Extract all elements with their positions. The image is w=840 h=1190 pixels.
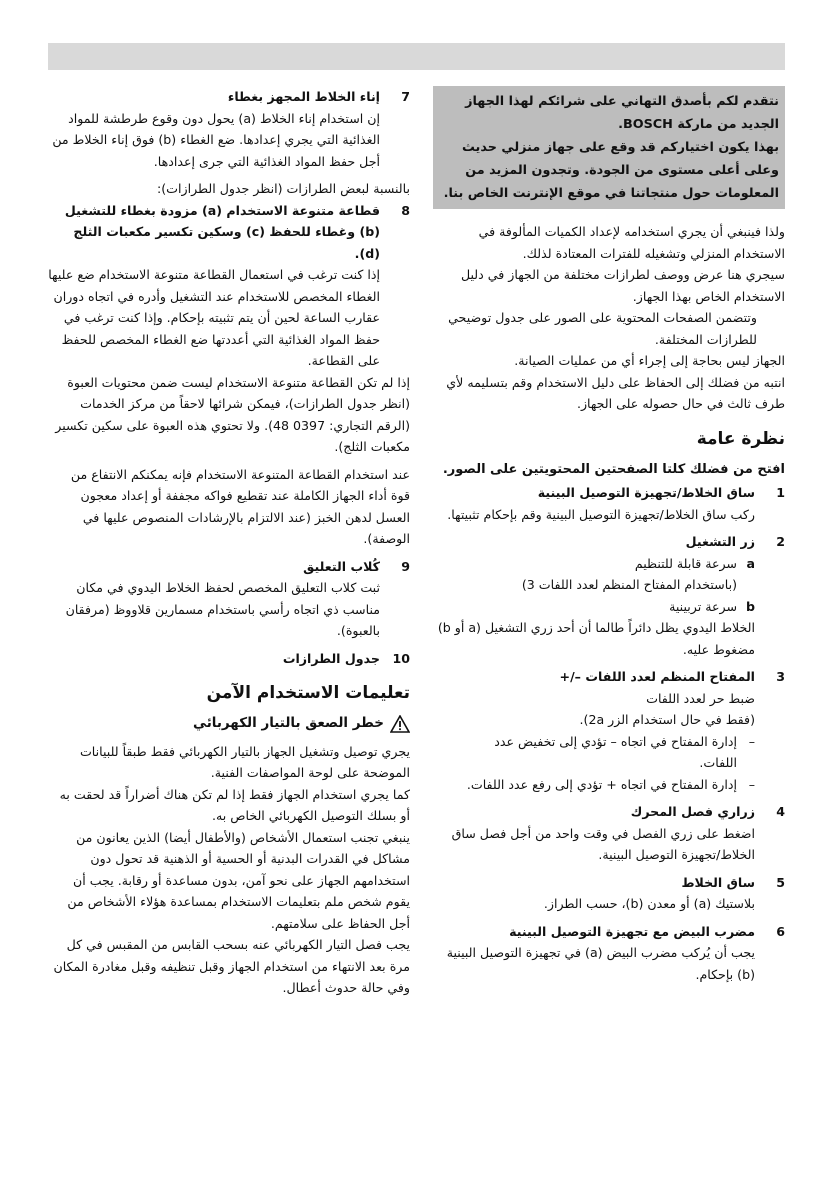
- sub-text: سرعة قابلة للتنظيم: [634, 555, 737, 571]
- sub-label: b: [745, 598, 755, 614]
- overview-item-2: [433, 531, 785, 660]
- section-title-safety: تعليمات الاستخدام الآمن: [206, 683, 410, 703]
- item-title: ساق الخلاط: [681, 874, 755, 890]
- item-text: إن استخدام إناء الخلاط (a) يحول دون وقوع طرطشة للمواد الغذائية التي يجري إعدادها. ضع الغطاء (b) فوق إناء الخلاط من أجل حفظ المواد الغذائية التي جرى إعدادها.: [52, 110, 380, 169]
- item-number: 4: [776, 804, 785, 819]
- dash: –: [748, 776, 755, 792]
- sub-label: a: [746, 555, 755, 571]
- overview-item-4: [433, 801, 785, 866]
- item-title: جدول الطرازات: [282, 650, 380, 666]
- overview-item-3: [433, 666, 785, 795]
- paragraph: انتبه من فضلك إلى الحفاظ على دليل الاستخدام وقم بتسليمه لأي طرف ثالث في حال حصوله على الجهاز.: [446, 374, 785, 411]
- paragraph: وتتضمن الصفحات المحتوية على الصور على جدول توضيحي للطرازات المختلفة.: [448, 310, 757, 347]
- paragraph: ينبغي تجنب استعمال الأشخاص (والأطفال أيضا) الذين يعانون من مشاكل في القدرات البدنية أو الحسية أو الذهنية قد تحول دون استخدامهم الجهاز على نحو آمن، بدون مساعدة أو رقابة. يجب أن يقوم شخص ملم بتعليمات الاستخدام بمساعدة هؤلاء الأشخاص من أجل الحفاظ على سلامتهم.: [67, 829, 410, 931]
- sub-text: سرعة تربينية: [669, 598, 737, 614]
- intro-line: نتقدم لكم بأصدق التهاني على شرائكم لهذا الجهاز: [465, 94, 779, 109]
- item-number: 8: [401, 202, 410, 218]
- item-text: ركب ساق الخلاط/تجهيزة التوصيل البينية وقم بإحكام تثبيتها.: [447, 506, 755, 522]
- item-title: زراري فصل المحرك: [630, 804, 755, 819]
- warning-title: خطر الصعق بالتيار الكهربائي: [193, 715, 384, 731]
- overview-item-5: [433, 872, 785, 915]
- dash: –: [748, 733, 755, 749]
- item-number: 7: [401, 89, 410, 104]
- item-title: مضرب البيض مع تجهيزة التوصيل البينية: [509, 923, 755, 939]
- paragraph: ولذا فينبغي أن يجري استخدامه لإعداد الكميات المألوفة في الاستخدام المنزلي وتشغيله للفترات المعتادة لذلك.: [478, 224, 785, 261]
- sub-text: إدارة المفتاح في اتجاه + تؤدي إلى رفع عدد اللفات.: [466, 776, 737, 792]
- paragraph: عند استخدام القطاعة المتنوعة الاستخدام فإنه يمكنكم الانتفاع من قوة أداء الجهاز الكاملة عند تقطيع فواكه مجففة أو إعداد معجون العسل لدهن الخبز (عند الالتزام بالإرشادات المنصوص عليها في الوصفة).: [70, 466, 410, 546]
- item-text: الخلاط اليدوي يظل دائراً طالما أن أحد زري التشغيل (a أو b) مضغوط عليه.: [437, 620, 755, 657]
- paragraph: الجهاز ليس بحاجة إلى إجراء أي من عمليات الصيانة.: [514, 353, 785, 368]
- sub-text: (باستخدام المفتاح المنظم لعدد اللفات 3): [521, 577, 737, 592]
- item-text: ضبط حر لعدد اللفات: [646, 690, 755, 706]
- item-text: اضغط على زري الفصل في وقت واحد من أجل فصل ساق الخلاط/تجهيزة التوصيل البينية.: [451, 825, 755, 862]
- item-number: 10: [392, 650, 410, 666]
- item-text: بلاستيك (a) أو معدن (b)، حسب الطراز.: [543, 896, 755, 911]
- right-column: [433, 86, 785, 985]
- paragraph: كما يجري استخدام الجهاز فقط إذا لم تكن هناك أضراراً قد لحقت به أو بسلك التوصيل الكهربائي الخاص به.: [59, 786, 410, 823]
- section-title-overview: نظرة عامة: [696, 428, 785, 449]
- item-number: 3: [776, 669, 785, 684]
- intro-line: الجديد من ماركة BOSCH.: [618, 117, 779, 132]
- left-column: [48, 86, 410, 999]
- item-title: كُلاب التعليق: [303, 558, 380, 574]
- item-number: 1: [776, 485, 785, 500]
- item-number: 6: [776, 923, 785, 939]
- intro-line: بهذا يكون اختياركم قد وقع على جهاز منزلي حديث: [462, 140, 779, 155]
- item-number: 5: [776, 874, 785, 890]
- item-title: ساق الخلاط/تجهيزة التوصيل البينية: [537, 485, 755, 500]
- item-title: قطاعة متنوعة الاستخدام (a) مزودة بغطاء للتشغيل (b) وغطاء للحفظ (c) وسكين تكسير مكعبات الثلج (d).: [64, 202, 380, 261]
- sub-text: إدارة المفتاح في اتجاه – تؤدي إلى تخفيض عدد اللفات.: [494, 733, 737, 770]
- item-text: يجب أن يُركب مضرب البيض (a) في تجهيزة التوصيل البينية (b) بإحكام.: [446, 945, 755, 982]
- item-title: إناء الخلاط المجهز بغطاء: [227, 89, 380, 104]
- intro-line: المعلومات حول منتجاتنا في موقع الإنترنت الخاص بنا.: [443, 186, 779, 201]
- item-title: المفتاح المنظم لعدد اللفات –/+: [559, 669, 755, 684]
- item-9: [48, 556, 410, 642]
- overview-lead: افتح من فضلك كلتا الصفحتين المحتويتين على الصور.: [442, 461, 785, 477]
- item-10: [48, 648, 410, 670]
- warning-triangle-icon: [390, 715, 410, 733]
- item-title: زر التشغيل: [685, 534, 755, 549]
- paragraph: سيجري هنا عرض ووصف لطرازات مختلفة من الجهاز في دليل الاستخدام الخاص بهذا الجهاز.: [460, 267, 785, 304]
- item-8: [48, 200, 410, 372]
- warning-heading: [48, 713, 410, 735]
- item-number: 2: [776, 534, 785, 549]
- paragraph: يجب فصل التيار الكهربائي عنه بسحب القابس من المقبس في كل مرة بعد الانتهاء من استخدام الجهاز وقبل تنظيفه وقبل مغادرة المكان وفي حالة حدوث أعطال.: [53, 937, 410, 995]
- item-number: 9: [401, 558, 410, 574]
- overview-item-1: [433, 482, 785, 525]
- item-text: (فقط في حال استخدام الزر 2a).: [579, 712, 755, 727]
- overview-item-6: [433, 921, 785, 986]
- note: بالنسبة لبعض الطرازات (انظر جدول الطرازات):: [156, 181, 410, 196]
- paragraph: إذا لم تكن القطاعة متنوعة الاستخدام ليست ضمن محتويات العبوة (انظر جدول الطرازات)، فيمكن شرائها لاحقاً من مركز الخدمات (الرقم التجاري: 0397 48). ولا تحتوي هذه العبوة على سكين تكسير مكعبات الثلج).: [55, 374, 410, 454]
- paragraph: يجري توصيل وتشغيل الجهاز بالتيار الكهربائي فقط طبقاً للبيانات الموضحة على لوحة المواصفات الفنية.: [79, 743, 410, 780]
- item-7: [48, 86, 410, 172]
- intro-line: وعلى أعلى مستوى من الجودة. وتجدون المزيد من: [465, 163, 779, 178]
- item-text: ثبت كلاب التعليق المخصص لحفظ الخلاط اليدوي في مكان مناسب ذي اتجاه رأسي باستخدام مسمارين قلاووظ (مرفقان بالعبوة).: [65, 580, 380, 638]
- intro-box: [433, 86, 785, 209]
- item-text: إذا كنت ترغب في استعمال القطاعة متنوعة الاستخدام ضع عليها الغطاء المخصص للاستخدام عند التشغيل وأدره في اتجاه دوران عقارب الساعة لحين أن يتم تثبيته بإحكام. وإذا كنت ترغب في حفظ المواد الغذائية التي أعددتها ضع الغطاء المخصص للحفظ على القطاعة.: [48, 267, 380, 368]
- header-bar: [48, 43, 785, 70]
